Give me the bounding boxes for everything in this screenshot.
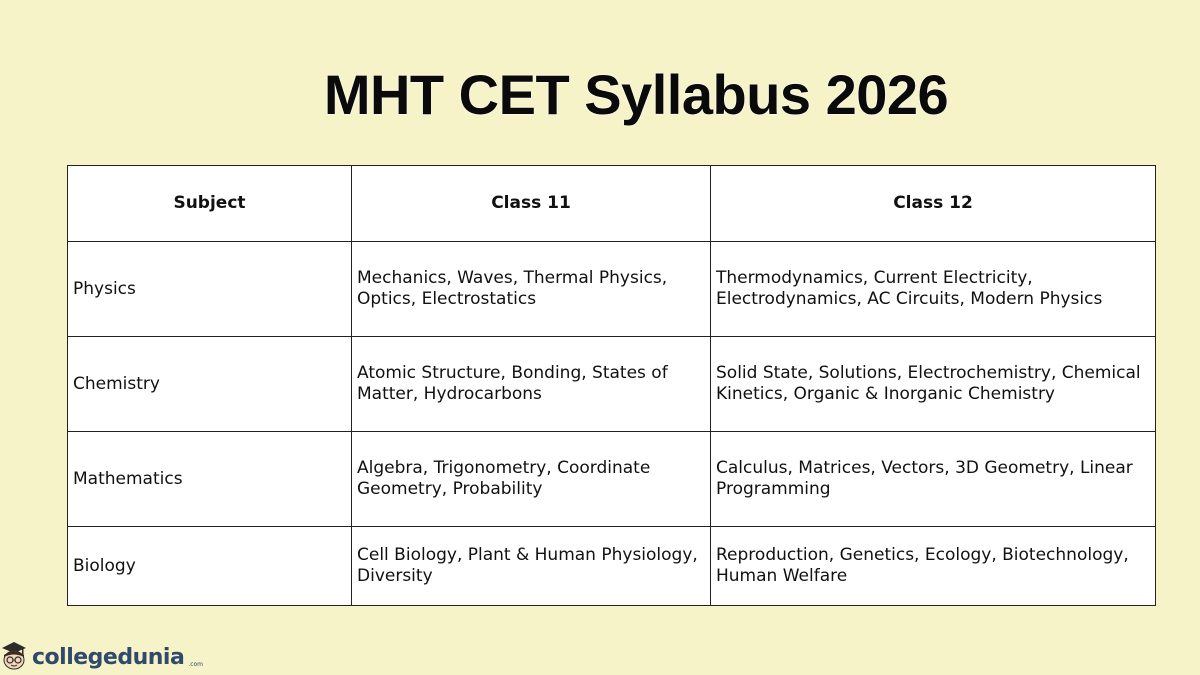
cell-class-11: Algebra, Trigonometry, Coordinate Geometry, Probability xyxy=(352,432,711,527)
page-title: MHT CET Syllabus 2026 xyxy=(323,63,949,126)
cell-class-12: Calculus, Matrices, Vectors, 3D Geometry, Linear Programming xyxy=(711,432,1156,527)
cell-subject: Biology xyxy=(68,527,352,606)
header-class-12: Class 12 xyxy=(711,166,1156,242)
syllabus-table xyxy=(67,165,1156,606)
cell-subject: Mathematics xyxy=(68,432,352,527)
cell-class-11: Cell Biology, Plant & Human Physiology, Diversity xyxy=(352,527,711,606)
table-row xyxy=(68,432,1156,527)
table-row xyxy=(68,242,1156,337)
cell-class-11: Mechanics, Waves, Thermal Physics, Optics, Electrostatics xyxy=(352,242,711,337)
cell-class-11: Atomic Structure, Bonding, States of Matter, Hydrocarbons xyxy=(352,337,711,432)
header-subject: Subject xyxy=(68,166,352,242)
table-header-row xyxy=(68,166,1156,242)
cell-class-12: Thermodynamics, Current Electricity, Electrodynamics, AC Circuits, Modern Physics xyxy=(711,242,1156,337)
header-class-11: Class 11 xyxy=(352,166,711,242)
table-row xyxy=(68,337,1156,432)
cell-class-12: Solid State, Solutions, Electrochemistry, Chemical Kinetics, Organic & Inorganic Chemistry xyxy=(711,337,1156,432)
cell-subject: Chemistry xyxy=(68,337,352,432)
mascot-icon xyxy=(0,640,28,674)
brand-logo xyxy=(0,640,203,674)
brand-suffix: .com xyxy=(188,661,204,668)
table-row xyxy=(68,527,1156,606)
cell-subject: Physics xyxy=(68,242,352,337)
cell-class-12: Reproduction, Genetics, Ecology, Biotechnology, Human Welfare xyxy=(711,527,1156,606)
brand-name: collegedunia xyxy=(32,644,185,670)
